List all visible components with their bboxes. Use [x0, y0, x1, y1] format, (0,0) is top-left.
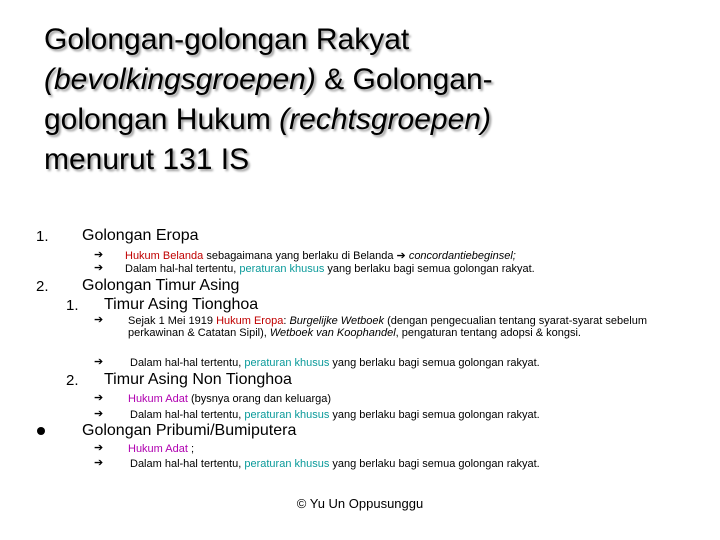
sub-1-item-1-mid: (dengan pengecualian tentang syarat-syarat sebelum perkawinan & Catatan Sipil),	[128, 315, 647, 339]
title-line-3-start: golongan Hukum	[44, 103, 280, 136]
s3-item-2	[130, 458, 540, 470]
sub-1-item-1-end: , pengaturan tentang adopsi & kongsi.	[395, 327, 581, 339]
s1-item-2-post: yang berlaku bagi semua golongan rakyat.	[324, 263, 535, 275]
sub-2-item-1	[128, 393, 331, 405]
sub-2-item-2	[130, 409, 540, 421]
arrow-icon: ➔	[94, 457, 104, 469]
sub-1-item-2-post: yang berlaku bagi semua golongan rakyat.	[329, 357, 540, 369]
arrow-icon: ➔	[94, 356, 104, 368]
s1-item-2-pre: Dalam hal-hal tertentu,	[125, 263, 240, 275]
s3-item-1-rest: ;	[187, 443, 195, 455]
arrow-icon: ➔	[94, 442, 104, 454]
s1-item-1	[125, 250, 516, 262]
sub-1-item-1-italic-2: Wetboek van Koophandel	[269, 327, 396, 339]
section-2-heading: Golongan Timur Asing	[82, 277, 240, 294]
s1-item-1-mid: sebagaimana yang berlaku di Belanda	[203, 250, 397, 262]
section-2-number: 2.	[36, 278, 49, 295]
title-line-2	[44, 60, 684, 100]
sub-1-number: 1.	[66, 297, 79, 314]
slide-title	[44, 20, 684, 180]
sub-1-item-1	[128, 315, 663, 339]
title-line-2-rest: & Golongan-	[315, 63, 493, 96]
sub-1-item-2-pre: Dalam hal-hal tertentu,	[130, 357, 245, 369]
sub-1-item-2-teal: peraturan khusus	[244, 357, 330, 369]
s3-item-1	[128, 443, 194, 455]
sub-2-item-1-rest: (bysnya orang dan keluarga)	[187, 393, 332, 405]
sub-2-number: 2.	[66, 372, 79, 389]
s1-item-1-red: Hukum Belanda	[125, 250, 204, 262]
sub-2-item-2-pre: Dalam hal-hal tertentu,	[130, 409, 245, 421]
arrow-icon: ➔	[94, 249, 104, 261]
s3-item-2-post: yang berlaku bagi semua golongan rakyat.	[329, 458, 540, 470]
sub-1-item-2	[130, 357, 540, 369]
inline-arrow-icon: ➔	[396, 250, 406, 262]
bullet-icon	[37, 427, 45, 435]
s3-item-1-purple: Hukum Adat	[128, 443, 188, 455]
sub-1-item-1-colon: :	[283, 315, 290, 327]
sub-1-item-1-pre: Sejak 1 Mei 1919	[128, 315, 217, 327]
title-line-1: Golongan-golongan Rakyat	[44, 23, 410, 56]
sub-2-item-1-purple: Hukum Adat	[128, 393, 188, 405]
section-1-number: 1.	[36, 228, 49, 245]
sub-1-item-1-red: Hukum Eropa	[216, 315, 284, 327]
arrow-icon: ➔	[94, 392, 104, 404]
sub-2-heading: Timur Asing Non Tionghoa	[104, 371, 292, 388]
sub-2-item-2-teal: peraturan khusus	[244, 409, 330, 421]
arrow-icon: ➔	[94, 408, 104, 420]
sub-1-heading: Timur Asing Tionghoa	[104, 296, 259, 313]
title-italic-1: (bevolkingsgroepen)	[44, 63, 316, 96]
arrow-icon: ➔	[94, 262, 104, 274]
footer-copyright: © Yu Un Oppusunggu	[296, 496, 424, 511]
arrow-icon: ➔	[94, 314, 104, 326]
s1-item-2-teal: peraturan khusus	[239, 263, 325, 275]
sub-2-item-2-post: yang berlaku bagi semua golongan rakyat.	[329, 409, 540, 421]
title-italic-2: (rechtsgroepen)	[279, 103, 491, 136]
s3-item-2-pre: Dalam hal-hal tertentu,	[130, 458, 245, 470]
title-line-3	[44, 100, 684, 140]
section-1-heading: Golongan Eropa	[82, 227, 199, 244]
title-line-4: menurut 131 IS	[44, 143, 250, 176]
s1-item-2	[125, 263, 535, 275]
sub-1-item-1-italic-1: Burgelijke Wetboek	[289, 315, 385, 327]
section-3-heading: Golongan Pribumi/Bumiputera	[82, 422, 297, 439]
s1-item-1-italic: concordantiebeginsel;	[408, 250, 516, 262]
s3-item-2-teal: peraturan khusus	[244, 458, 330, 470]
